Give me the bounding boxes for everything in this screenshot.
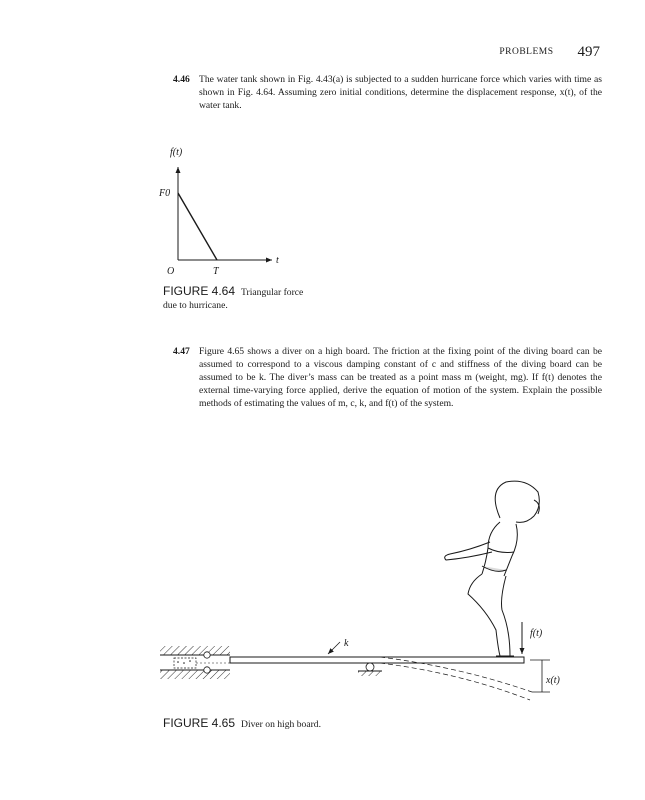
force-ramp <box>178 193 217 260</box>
problem-4-47 <box>173 345 602 410</box>
end-label: T <box>213 266 219 277</box>
problem-text: The water tank shown in Fig. 4.43(a) is subjected to a sudden hurricane force which varies with time as shown in Fig. 4.64. Assuming zero initial conditions, determine the displacement response, x(t), of the water tank. <box>199 74 602 111</box>
section-title: PROBLEMS <box>499 47 554 57</box>
stiffness-pointer <box>328 642 340 654</box>
figure-4-65-caption <box>163 717 463 731</box>
problem-number: 4.47 <box>173 346 190 357</box>
figure-4-64-graph <box>150 140 300 280</box>
peak-label: F0 <box>159 188 171 199</box>
figure-4-64-caption <box>163 285 308 312</box>
figure-label: FIGURE 4.64 <box>163 284 236 298</box>
origin-label: O <box>167 266 175 277</box>
displacement-label: x(t) <box>546 675 560 686</box>
y-axis-label: f(t) <box>170 147 183 158</box>
figure-caption-text: Triangular force due to hurricane. <box>163 287 304 311</box>
page-number: 497 <box>577 44 600 60</box>
problem-4-46 <box>173 73 602 112</box>
problem-text: Figure 4.65 shows a diver on a high board. The friction at the fixing point of the diving board can be assumed to correspond to a viscous damping constant of c and stiffness of the diving board can be assumed to be k. The diver’s mass can be treated as a point mass m (weight, mg). If f(t) denotes the external time-varying force applied, derive the equation of motion of the system. Explain the possible methods of estimating the values of m, c, k, and f(t) of the system. <box>199 346 602 409</box>
force-label: f(t) <box>530 628 543 639</box>
problem-number: 4.46 <box>173 74 190 85</box>
figure-4-65-diagram <box>150 470 610 710</box>
wall-support <box>160 646 230 679</box>
x-axis-label: t <box>276 255 279 266</box>
diving-board <box>230 657 532 700</box>
diver-figure <box>445 481 540 656</box>
figure-label: FIGURE 4.65 <box>163 716 236 730</box>
figure-caption-text: Diver on high board. <box>241 719 321 730</box>
fulcrum-support <box>358 663 382 676</box>
stiffness-label: k <box>344 638 349 649</box>
running-head <box>0 43 600 61</box>
